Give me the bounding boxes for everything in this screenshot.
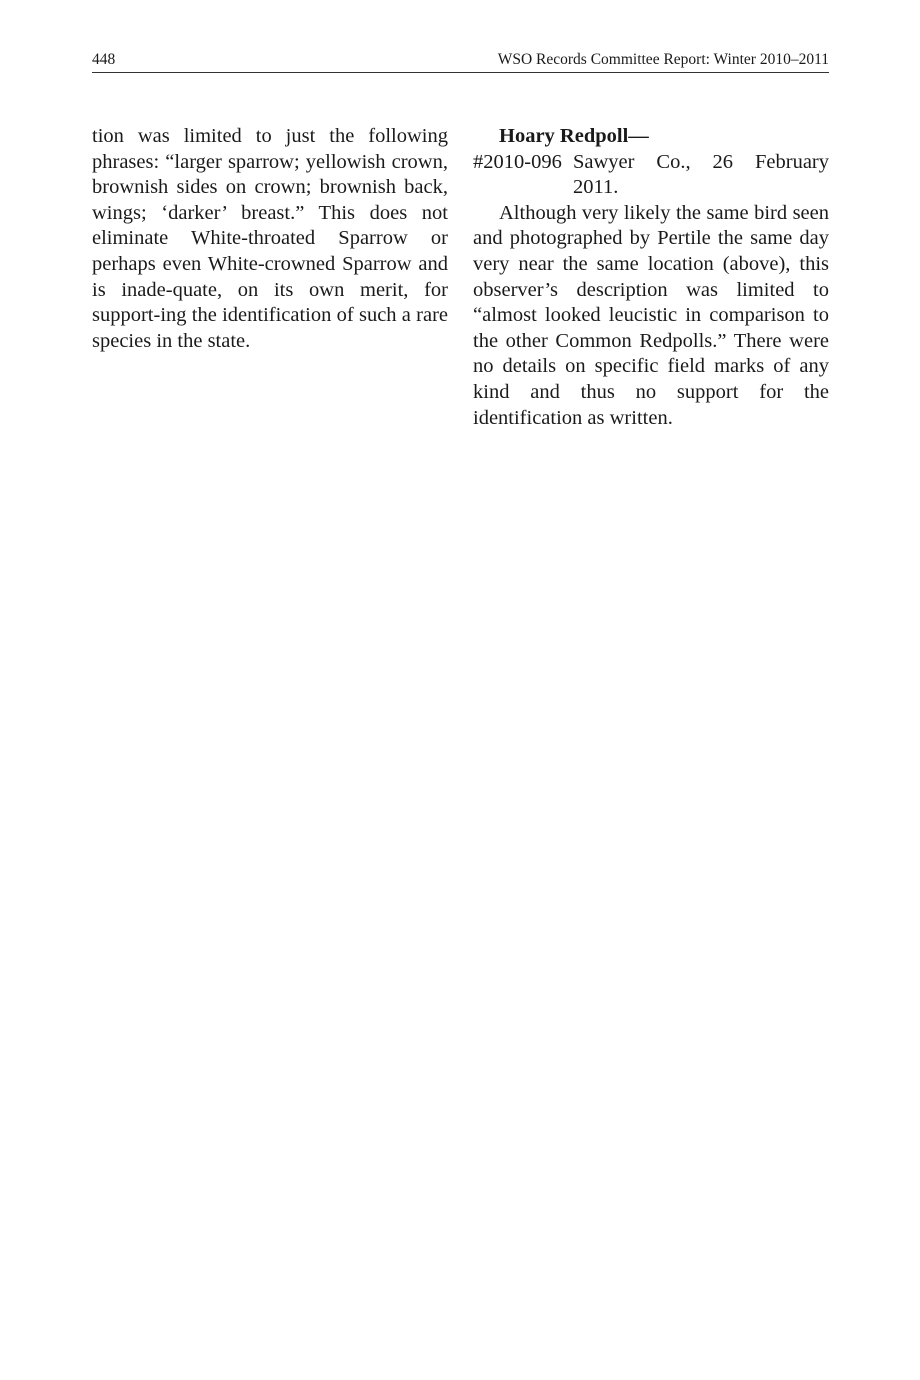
running-title: WSO Records Committee Report: Winter 2010–2011 — [497, 51, 829, 68]
page-number: 448 — [92, 51, 116, 68]
record-detail: Sawyer Co., 26 February 2011. — [573, 150, 829, 199]
left-column — [92, 124, 448, 354]
species-heading: Hoary Redpoll— — [499, 125, 649, 147]
running-head — [92, 50, 829, 73]
record-id: #2010-096 — [473, 150, 562, 173]
left-column-paragraph: tion was limited to just the following phrases: “larger sparrow; yellowish crown, brownish sides on crown; brownish back, wings; ‘darker’ breast.” This does not eliminate White-throated Sparrow or perhaps even White-crowned Sparrow and is inade-quate, on its own merit, for support-ing the identification of such a rare species in the state. — [92, 125, 448, 352]
right-column — [473, 124, 829, 431]
record-entry — [473, 150, 829, 201]
right-column-paragraph: Although very likely the same bird seen and photographed by Pertile the same day very near the same location (above), this observer’s description was limited to “almost looked leucistic in comparison to the other Common Redpolls.” There were no details on specific field marks of any kind and thus no support for the identification as written. — [473, 201, 829, 429]
